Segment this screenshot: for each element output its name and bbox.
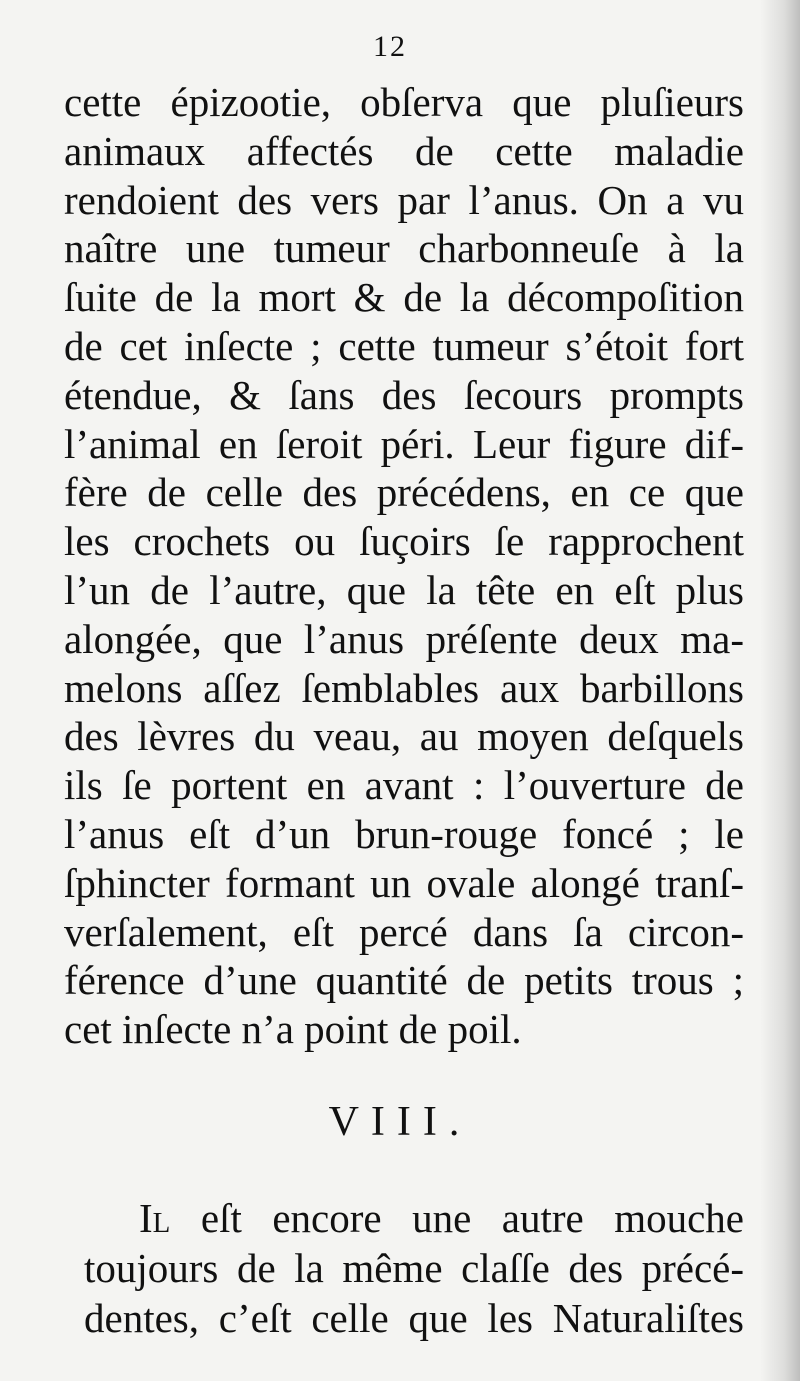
section-heading: VIII. [328, 1099, 472, 1145]
text-line: verſalement, eſt percé dans ſa circon- [64, 908, 744, 955]
text-line: animaux affectés de cette maladie [64, 127, 744, 174]
text-line: ſuite de la mort & de la décompoſition [64, 274, 744, 321]
text-line: férence d’une quantité de petits trous ; [64, 957, 744, 1004]
text-line: fère de celle des précédens, en ce que [64, 469, 744, 516]
paragraph-continuation [64, 78, 744, 1054]
text-line: melons aſſez ſemblables aux barbillons [64, 664, 744, 711]
text-line: l’anus eſt d’un brun-rouge foncé ; le [64, 810, 744, 857]
page-gutter-shadow [760, 0, 800, 1381]
text-line: naître une tumeur charbonneuſe à la [64, 225, 744, 272]
text-line: rendoient des vers par l’anus. On a vu [64, 176, 744, 223]
text-line: des lèvres du veau, au moyen deſquels [64, 713, 744, 760]
text-line: l’un de l’autre, que la tête en eſt plus [64, 566, 744, 613]
text-line: cette épizootie, obſerva que pluſieurs [64, 79, 744, 125]
text-line: ſphincter formant un ovale alongé tranſ- [64, 859, 744, 906]
text-line: alongée, que l’anus préſente deux ma- [64, 615, 744, 662]
text-line-first-rest: eſt encore une autre mouche [200, 1195, 744, 1241]
text-line: toujours de la même claſſe des précé- [84, 1245, 744, 1291]
text-line: cet inſecte n’a point de poil. [64, 1006, 522, 1053]
text-line-first [84, 1193, 744, 1243]
page-number: 12 [373, 30, 407, 63]
paragraph-initial: Il [139, 1195, 171, 1241]
text-line: dentes, c’eſt celle que les Naturaliſtes [84, 1295, 744, 1341]
text-line: les crochets ou ſuçoirs ſe rapprochent [64, 518, 744, 565]
text-line: étendue, & ſans des ſecours prompts [64, 371, 744, 418]
text-line: ils ſe portent en avant : l’ouverture de [64, 762, 744, 809]
paragraph-new-section [84, 1193, 744, 1343]
text-line: l’animal en ſeroit péri. Leur figure dif- [64, 420, 744, 467]
text-line: de cet inſecte ; cette tumeur s’étoit fort [64, 322, 744, 369]
